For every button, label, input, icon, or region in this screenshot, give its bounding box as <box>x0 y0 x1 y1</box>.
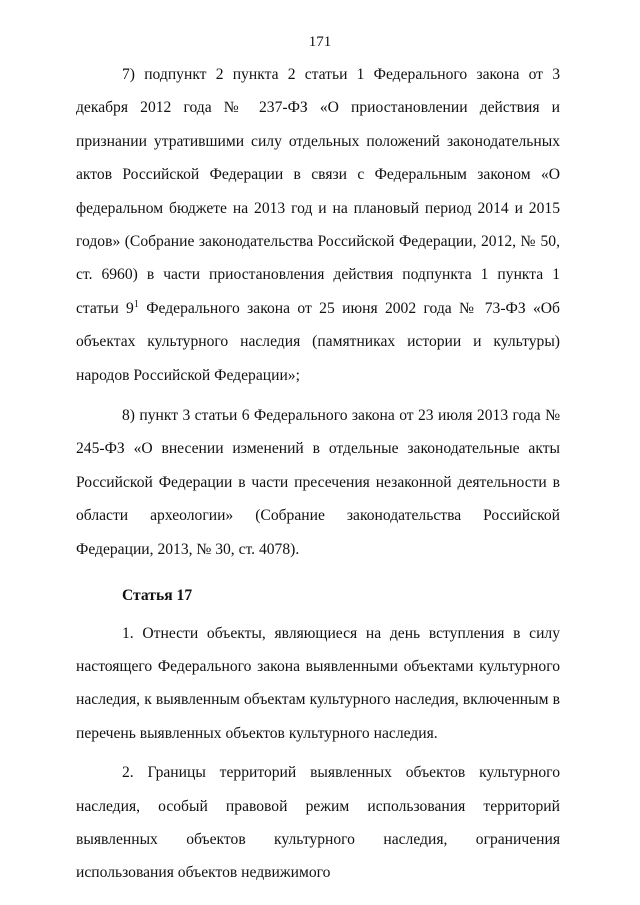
paragraph-item-8: 8) пункт 3 статьи 6 Федерального закона от 23 июля 2013 года № 245-ФЗ «О внесении изменений в отдельные законодательные акты Российской Федерации в части пресечения незаконной деятельности в области археологии» (Собрание законодательства Российской Федерации, 2013, № 30, ст. 4078). <box>76 407 560 558</box>
item-7-text-cont: Федерального закона от 25 июня 2002 года № 73-ФЗ «Об объектах культурного наследия (памятниках истории и культуры) народов Российской Федерации»; <box>76 299 560 384</box>
document-body <box>76 58 560 890</box>
item-7-text: 7) подпункт 2 пункта 2 статьи 1 Федерального закона от 3 декабря 2012 года № 237-ФЗ «О приостановлении действия и признании утратившими силу отдельных положений законодательных актов Российской Федерации в связи с Федеральным законом «О федеральном бюджете на 2013 год и на плановый период 2014 и 2015 годов» (Собрание законодательства Российской Федерации, 2012, № 50, ст. 6960) в части приостановления действия подпункта 1 пункта 1 статьи 9 <box>76 66 560 317</box>
page-number: 171 <box>308 34 332 50</box>
article-heading: Статья 17 <box>122 587 193 605</box>
paragraph-item-7 <box>76 58 560 392</box>
paragraph-article-17-2: 2. Границы территорий выявленных объектов культурного наследия, особый правовой режим использования территорий выявленных объектов культурного наследия, ограничения использования объектов недвижимого <box>76 764 560 882</box>
superscript-mark: 1 <box>133 298 139 310</box>
paragraph-article-17-1: 1. Отнести объекты, являющиеся на день вступления в силу настоящего Федерального закона выявленными объектами культурного наследия, к выявленным объектам культурного наследия, включенным в перечень выявленных объектов культурного наследия. <box>76 624 560 742</box>
